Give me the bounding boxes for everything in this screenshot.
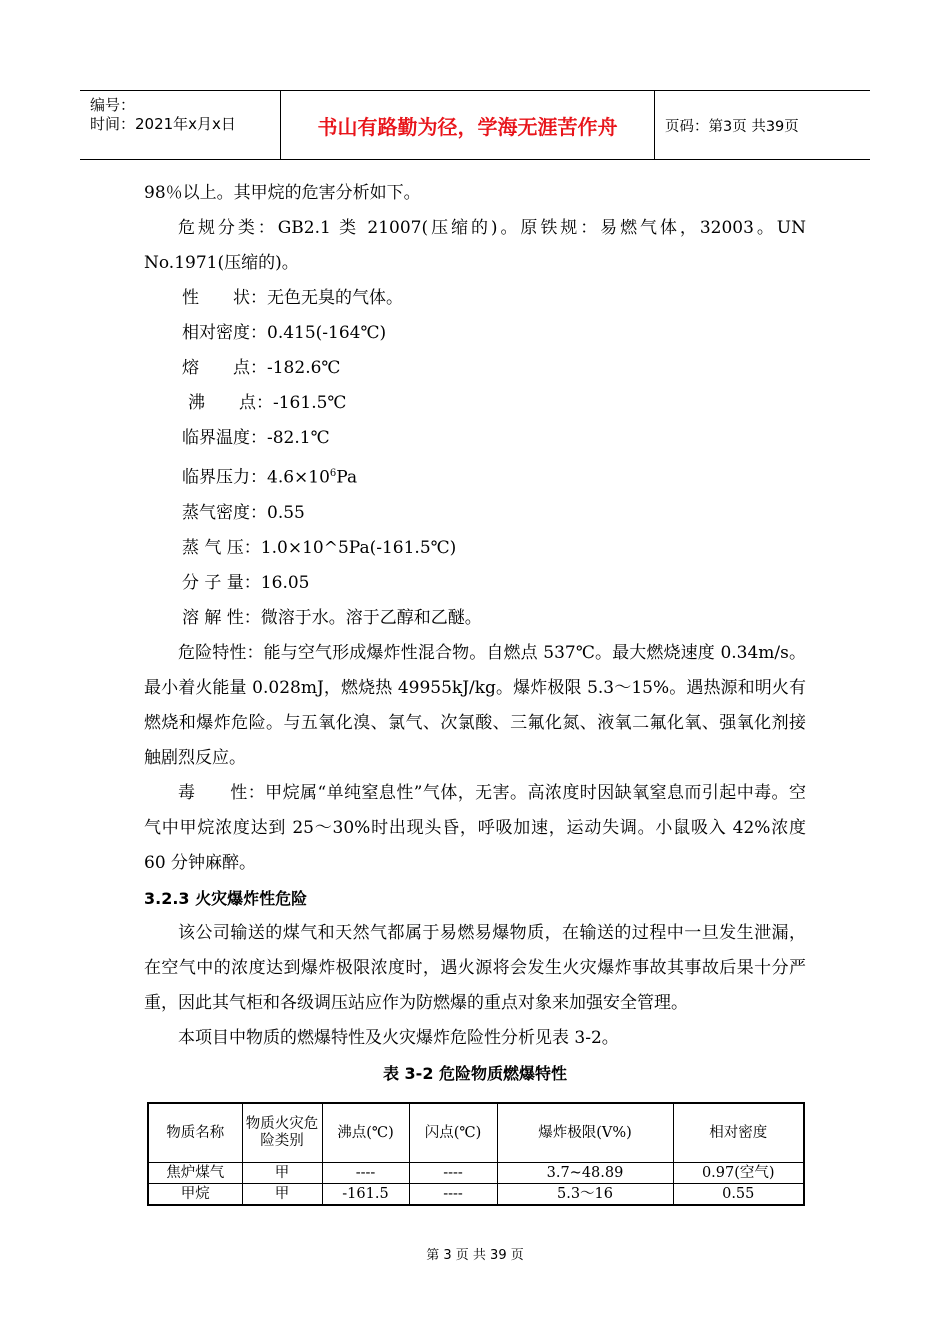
table-cell: 焦炉煤气 (148, 1163, 242, 1184)
property-melting-point: 熔 点：-182.6℃ (182, 358, 341, 378)
document-body (144, 176, 806, 1091)
table-cell: 甲烷 (148, 1184, 242, 1206)
property-solubility: 溶 解 性：微溶于水。溶于乙醇和乙醚。 (182, 607, 482, 628)
paragraph-table-reference: 本项目中物质的燃爆特性及火灾爆炸危险性分析见表 3-2。 (178, 1027, 619, 1048)
paragraph-classification: 危规分类：GB2.1 类 21007(压缩的)。原铁规：易燃气体，32003。UN No.1971(压缩的)。 (144, 218, 806, 273)
table-cell: -161.5 (322, 1184, 409, 1206)
paragraph-intro: 98％以上。其甲烷的危害分析如下。 (144, 183, 421, 203)
table-cell: ---- (409, 1184, 497, 1206)
table-row (148, 1184, 804, 1206)
table-cell: 甲 (242, 1163, 322, 1184)
page-header (80, 90, 870, 160)
table-row (148, 1163, 804, 1184)
table-header-row (148, 1103, 804, 1163)
header-motto-cell (281, 91, 655, 159)
table-header-cell: 沸点(℃) (322, 1103, 409, 1163)
table-header-cell: 相对密度 (673, 1103, 804, 1163)
hazard-table (147, 1102, 805, 1206)
table-cell: 0.97(空气) (673, 1163, 804, 1184)
property-critical-temperature: 临界温度：-82.1℃ (182, 428, 330, 448)
property-vapor-pressure: 蒸 气 压：1.0×10^5Pa(-161.5℃) (182, 537, 457, 558)
property-appearance: 性 状：无色无臭的气体。 (182, 288, 403, 308)
table-header-cell: 物质火灾危险类别 (242, 1103, 322, 1163)
header-meta-cell (80, 91, 281, 159)
table-header-cell: 闪点(℃) (409, 1103, 497, 1163)
table-cell: 5.3～16 (497, 1184, 673, 1206)
table-caption: 表 3-2 危险物质燃爆特性 (382, 1063, 568, 1083)
table-cell: ---- (409, 1163, 497, 1184)
table-header-cell: 爆炸极限(V%) (497, 1103, 673, 1163)
paragraph-toxicity: 毒 性：甲烷属“单纯窒息性”气体，无害。高浓度时因缺氧窒息而引起中毒。空气中甲烷浓度达到 25～30%时出现头昏，呼吸加速，运动失调。小鼠吸入 42%浓度 60 分钟麻醉。 (144, 782, 806, 873)
document-date-label: 时间：2021年x月x日 (90, 115, 236, 133)
property-vapor-density: 蒸气密度：0.55 (182, 502, 305, 523)
table-header-cell: 物质名称 (148, 1103, 242, 1163)
table-cell: ---- (322, 1163, 409, 1184)
property-molecular-weight: 分 子 量：16.05 (182, 572, 310, 593)
property-boiling-point: 沸 点：-161.5℃ (188, 393, 347, 413)
paragraph-danger: 危险特性：能与空气形成爆炸性混合物。自燃点 537℃。最大燃烧速度 0.34m/s。最小着火能量 0.028mJ，燃烧热 49955kJ/kg。爆炸极限 5.3～15%。遇热源和明火有燃烧和爆炸危险。与五氧化溴、氯气、次氯酸、三氟化氮、液氧二氟化氧、强氧化剂接触剧烈反应。 (144, 642, 806, 768)
critical-pressure-unit: Pa (336, 467, 358, 488)
paragraph-fire-hazard: 该公司输送的煤气和天然气都属于易燃易爆物质，在输送的过程中一旦发生泄漏，在空气中的浓度达到爆炸极限浓度时，遇火源将会发生火灾爆炸事故其事故后果十分严重，因此其气柜和各级调压站应作为防燃爆的重点对象来加强安全管理。 (144, 922, 806, 1013)
critical-pressure-value: 临界压力：4.6×10 (182, 467, 330, 488)
table-cell: 3.7~48.89 (497, 1163, 673, 1184)
header-page-cell (655, 91, 870, 159)
property-relative-density: 相对密度：0.415(-164℃) (182, 323, 387, 343)
page-footer: 第 3 页 共 39 页 (426, 1248, 524, 1263)
table-cell: 甲 (242, 1184, 322, 1206)
critical-pressure-exponent: 6 (329, 468, 337, 479)
header-page-info: 页码：第3页 共39页 (665, 118, 799, 135)
header-motto: 书山有路勤为径，学海无涯苦作舟 (317, 114, 618, 139)
property-critical-pressure (144, 456, 806, 496)
section-heading: 3.2.3 火灾爆炸性危险 (144, 888, 308, 908)
table-cell: 0.55 (673, 1184, 804, 1206)
document-number-label: 编号： (90, 96, 136, 114)
